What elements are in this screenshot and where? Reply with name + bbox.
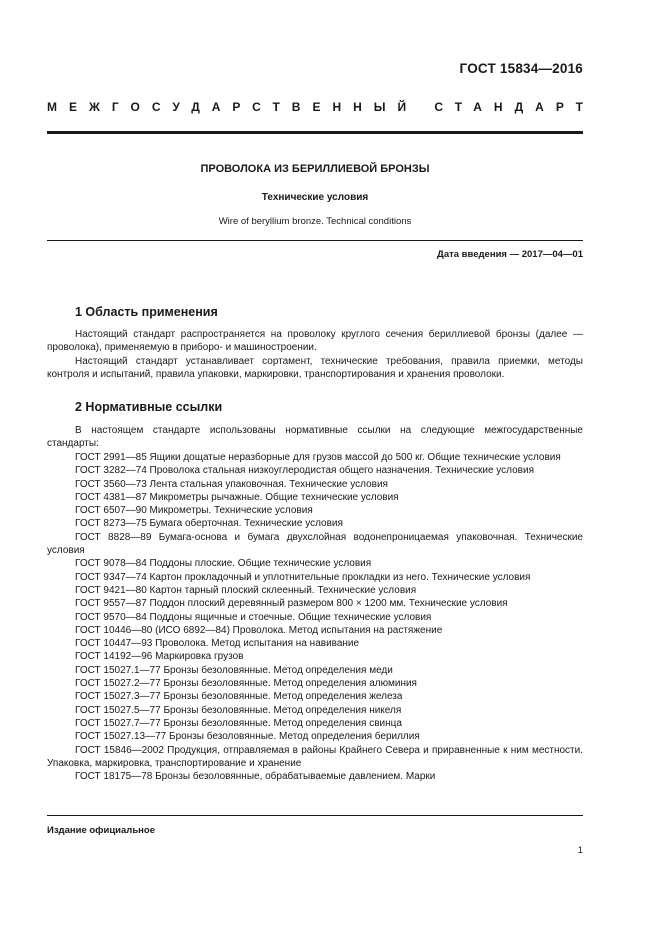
reference-item: ГОСТ 15027.1—77 Бронзы безоловянные. Метод определения меди <box>75 664 393 676</box>
standard-type-band <box>47 100 595 114</box>
reference-item: ГОСТ 8273—75 Бумага оберточная. Технические условия <box>75 518 343 530</box>
reference-item: ГОСТ 9570—84 Поддоны ящичные и стоечные. Общие технические условия <box>75 611 432 623</box>
reference-item: ГОСТ 15027.7—77 Бронзы безоловянные. Метод определения свинца <box>75 717 402 729</box>
paragraph: В настоящем стандарте использованы нормативные ссылки на следующие межгосударственные стандарты: <box>47 425 583 450</box>
reference-item: ГОСТ 2991—85 Ящики дощатые неразборные для грузов массой до 500 кг. Общие технические условия <box>75 452 561 463</box>
document-code: ГОСТ 15834—2016 <box>459 61 583 76</box>
reference-item: ГОСТ 15846—2002 Продукция, отправляемая в районы Крайнего Севера и приравненные к ним местности. Упаковка, маркировка, транспортирование и хранение <box>47 744 583 769</box>
intro-date: Дата введения — 2017—04—01 <box>437 249 583 260</box>
section-1-body <box>47 328 583 381</box>
reference-item: ГОСТ 15027.13—77 Бронзы безоловянные. Метод определения бериллия <box>75 731 420 743</box>
reference-item: ГОСТ 4381—87 Микрометры рычажные. Общие технические условия <box>75 491 399 503</box>
footer-rule <box>47 815 583 816</box>
document-title: ПРОВОЛОКА ИЗ БЕРИЛЛИЕВОЙ БРОНЗЫ <box>200 163 430 175</box>
reference-item: ГОСТ 6507—90 Микрометры. Технические условия <box>75 505 313 517</box>
section-2-intro <box>47 424 583 451</box>
reference-item: ГОСТ 9557—87 Поддон плоский деревянный размером 800 × 1200 мм. Технические условия <box>75 598 508 610</box>
section-1-heading: 1 Область применения <box>75 305 218 319</box>
reference-item: ГОСТ 8828—89 Бумага-основа и бумага двухслойная водонепроницаемая упаковочная. Технические условия <box>47 531 583 557</box>
reference-item: ГОСТ 3560—73 Лента стальная упаковочная. Технические условия <box>75 478 388 490</box>
header-rule <box>47 131 583 134</box>
reference-item: ГОСТ 3282—74 Проволока стальная низкоуглеродистая общего назначения. Технические условия <box>75 465 534 477</box>
reference-item: ГОСТ 9078—84 Поддоны плоские. Общие технические условия <box>75 558 372 570</box>
reference-item: ГОСТ 15027.5—77 Бронзы безоловянные. Метод определения никеля <box>75 704 402 716</box>
reference-item: ГОСТ 9347—74 Картон прокладочный и уплотнительные прокладки из него. Технические условия <box>75 571 531 583</box>
band-left-text: МЕЖГОСУДАРСТВЕННЫЙ <box>47 100 419 114</box>
edition-note: Издание официальное <box>47 825 155 836</box>
reference-item: ГОСТ 15027.3—77 Бронзы безоловянные. Метод определения железа <box>75 691 403 703</box>
reference-item: ГОСТ 9421—80 Картон тарный плоский склеенный. Технические условия <box>75 584 417 596</box>
normative-references-list <box>47 451 583 783</box>
band-right-text: СТАНДАРТ <box>434 100 595 114</box>
paragraph: Настоящий стандарт устанавливает сортамент, технические требования, правила приемки, методы контроля и испытаний, правила упаковки, маркировки, транспортирования и хранения проволоки. <box>47 355 583 380</box>
reference-item: ГОСТ 14192—96 Маркировка грузов <box>75 651 244 663</box>
reference-item: ГОСТ 10446—80 (ИСО 6892—84) Проволока. Метод испытания на растяжение <box>75 624 443 636</box>
reference-item: ГОСТ 18175—78 Бронзы безоловянные, обрабатываемые давлением. Марки <box>75 771 436 783</box>
document-subtitle: Технические условия <box>261 192 369 203</box>
paragraph: Настоящий стандарт распространяется на проволоку круглого сечения бериллиевой бронзы (далее — проволока), применяемую в приборо- и машиностроении. <box>47 329 583 354</box>
reference-item: ГОСТ 10447—93 Проволока. Метод испытания на навивание <box>75 638 360 650</box>
english-title: Wire of beryllium bronze. Technical conditions <box>218 216 412 227</box>
title-rule <box>47 240 583 241</box>
section-2-heading: 2 Нормативные ссылки <box>75 400 223 414</box>
page-number: 1 <box>577 845 583 856</box>
reference-item: ГОСТ 15027.2—77 Бронзы безоловянные. Метод определения алюминия <box>75 678 417 690</box>
